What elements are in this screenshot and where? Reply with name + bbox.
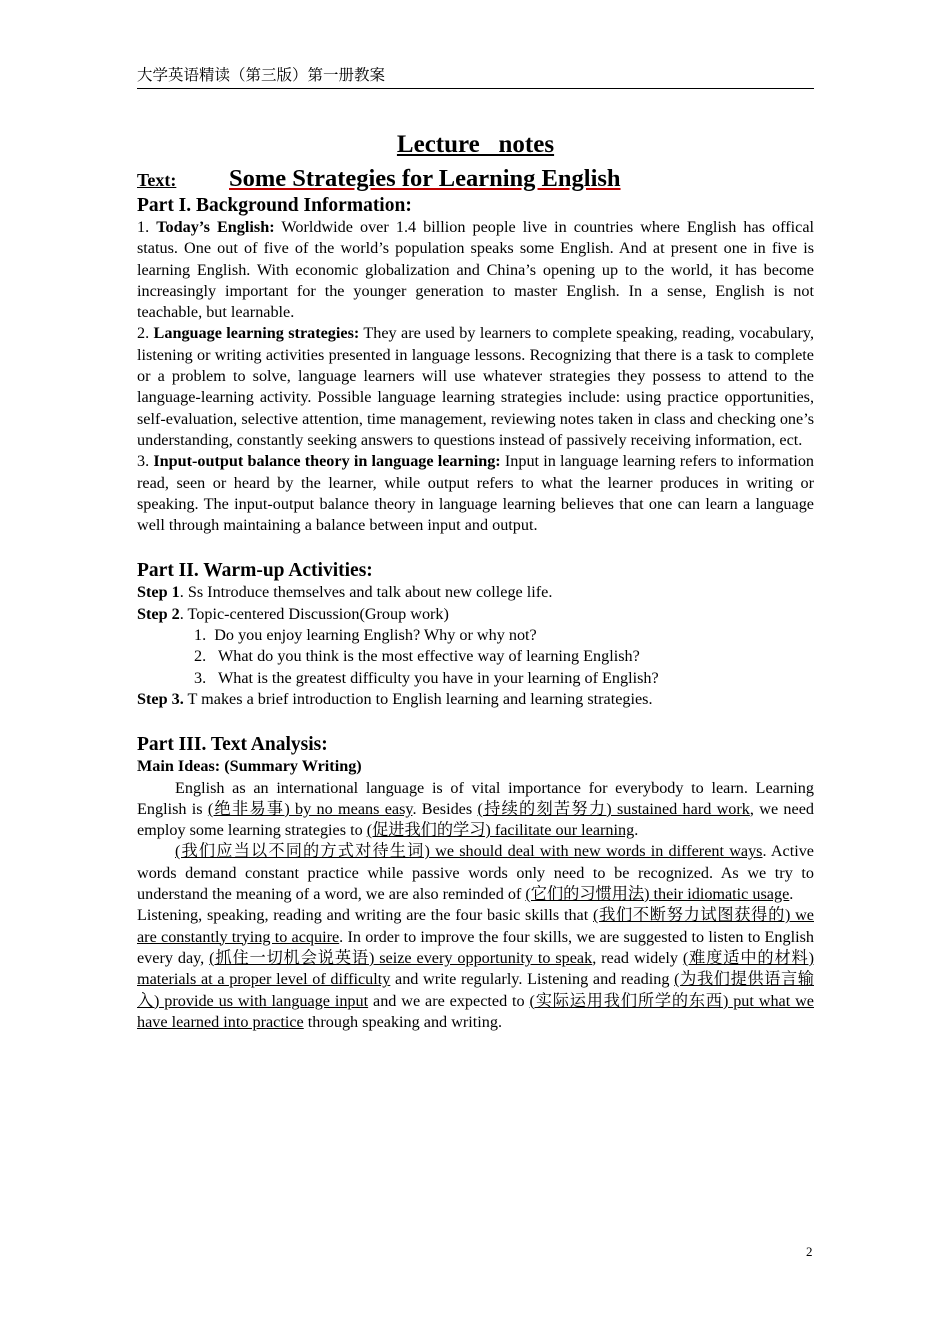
summary-text: Listening, speaking, reading and writing are the four basic skills that [137, 906, 593, 925]
summary-blank: (抓住一切机会说英语) seize every opportunity to speak [209, 948, 593, 967]
summary-blank: (我们不断努力试图获得的) we are constantly trying to acquire [137, 906, 814, 946]
summary-blank: (绝非易事) by no means easy [207, 799, 413, 818]
summary-text: through speaking and writing. [303, 1012, 502, 1031]
discussion-question: 1. Do you enjoy learning English? Why or why not? [194, 626, 537, 645]
text-label: Text: [137, 170, 177, 190]
step-text: T makes a brief introduction to English learning and learning strategies. [183, 689, 653, 708]
part1-item [137, 323, 814, 451]
item-label: Input-output balance theory in language learning: [153, 452, 501, 471]
step-3 [137, 689, 814, 710]
summary-paragraph-2 [137, 841, 814, 905]
summary-blank: (促进我们的学习) facilitate our learning [366, 821, 635, 840]
item-body: They are used by learners to complete speaking, reading, vocabulary, listening or writing activities presented in language lessons. Recognizing that there is a task to complete or a problem to solve, language learners will use whatever strategies they possess to attend to the language-learning activity. Possible language learning strategies include: using practice opportunities, self-evaluation, selective attention, time management, reviewing notes taken in class and checking one’s understanding, constantly seeking answers to questions instead of passively receiving information, ect. [137, 324, 815, 449]
part1-item [137, 217, 814, 323]
summary-text: . [789, 885, 794, 904]
summary-text: , read widely [592, 948, 683, 967]
spacer [137, 536, 814, 559]
summary-text: . [634, 821, 639, 840]
step-label: Step 2 [137, 604, 180, 623]
page-title: Lecture notes [396, 131, 555, 158]
summary-text: and write regularly. Listening and reading [390, 970, 675, 989]
summary-text: and we are expected to [368, 991, 530, 1010]
summary-paragraph-1 [137, 778, 814, 842]
step-text: . Ss Introduce themselves and talk about new college life. [179, 583, 553, 602]
summary-blank: (它们的习惯用法) their idiomatic usage [525, 885, 790, 904]
item-label: Language learning strategies: [153, 324, 360, 343]
summary-blank: (持续的刻苦努力) sustained hard work [477, 799, 750, 818]
step-1 [137, 582, 814, 603]
spacer [137, 710, 814, 733]
summary-blank: (为我们提供语言输入) provide us with language input [137, 970, 814, 1010]
item-body: Worldwide over 1.4 billion people live in countries where English has offical status. One out of five of the world’s population speaks some English. And at present one in five is learning English. With economic globalization and China’s opening up to the world, it has become increasingly important for the younger generation to master English. In a sense, English is not teachable, but learnable. [137, 218, 815, 322]
text-title: Some Strategies for Learning English [229, 165, 621, 192]
summary-text: . Besides [412, 799, 478, 818]
part1-heading: Part I. Background Information: [137, 195, 412, 216]
item-label: Today’s English: [156, 218, 275, 236]
item-number: 1. [137, 218, 157, 236]
summary-paragraph-3 [137, 905, 814, 1033]
part1-item [137, 451, 814, 536]
summary-text: . In order to improve the four skills, we are suggested to listen to English every day, [137, 927, 815, 967]
step-2 [137, 604, 814, 625]
discussion-question: 3. What is the greatest difficulty you have in your learning of English? [194, 668, 659, 687]
step-text: . Topic-centered Discussion(Group work) [179, 604, 449, 623]
step-label: Step 1 [137, 583, 180, 602]
summary-blank: (难度适中的材料) materials at a proper level of difficulty [137, 948, 814, 989]
item-number: 3. [137, 452, 154, 471]
text-title-line [137, 166, 814, 194]
item-body: Input in language learning refers to information read, seen or heard by the learner, while output refers to what the learner produces in writing or speaking. The input-output balance theory in language learning believes that one can learn a language well through maintaining a balance between input and output. [137, 452, 815, 535]
summary-text: English as an international language is of vital importance for everybody to learn. Learning English is [137, 778, 814, 818]
discussion-question: 2. What do you think is the most effective way of learning English? [194, 647, 640, 666]
item-number: 2. [137, 324, 154, 343]
summary-text: , we need employ some learning strategies to [137, 799, 814, 840]
page-number: 2 [806, 1244, 813, 1259]
step-label: Step 3. [137, 689, 184, 708]
summary-text: . Active words demand constant practice while passive words only need to be recognized. As we try to understand the meaning of a word, we are also reminded of [137, 842, 814, 904]
summary-blank: (我们应当以不同的方式对待生词) we should deal with new words in different ways [175, 842, 763, 861]
document-body [137, 128, 814, 1033]
part2-heading: Part II. Warm-up Activities: [137, 560, 373, 582]
part3-heading: Part III. Text Analysis: [137, 734, 328, 756]
main-ideas-heading: Main Ideas: (Summary Writing) [137, 757, 362, 776]
page-header: 大学英语精读（第三版）第一册教案 [137, 66, 814, 89]
summary-blank: (实际运用我们所学的东西) put what we have learned into practice [137, 991, 814, 1031]
